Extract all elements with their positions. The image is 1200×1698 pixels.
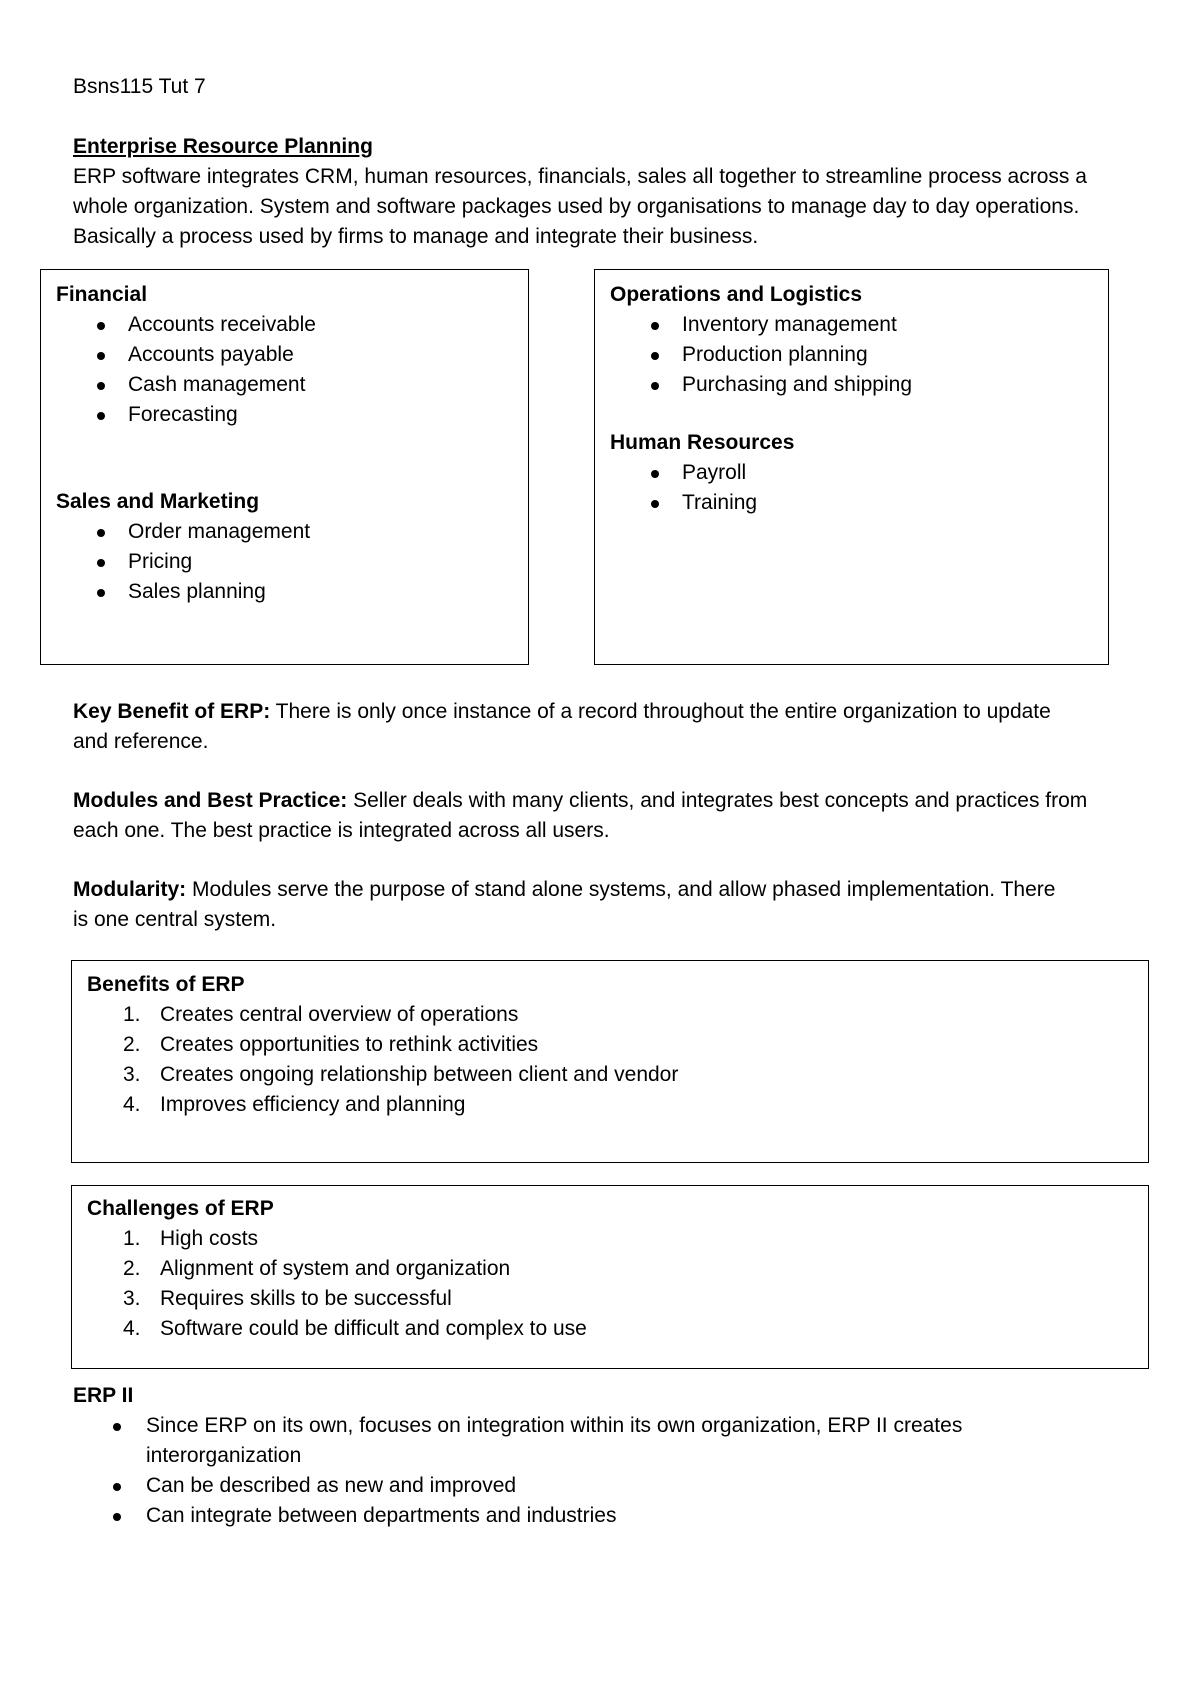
left-modules-box: [40, 269, 529, 665]
modules-label: Modules and Best Practice:: [73, 789, 348, 812]
modularity-text: Modules serve the purpose of stand alone systems, and allow phased implementation. There: [186, 878, 1056, 901]
list-number: 3.: [123, 1063, 141, 1086]
intro-line: ERP software integrates CRM, human resources, financials, sales all together to streamline process across a: [73, 165, 1087, 188]
key-benefit-paragraph: [73, 697, 1153, 757]
intro-line: Basically a process used by firms to manage and integrate their business.: [73, 225, 759, 248]
challenges-list: [87, 1224, 1127, 1344]
course-title: Bsns115 Tut 7: [73, 75, 206, 98]
list-text: Requires skills to be successful: [160, 1287, 452, 1310]
modularity-label: Modularity:: [73, 878, 187, 901]
challenges-box: [71, 1185, 1149, 1369]
financial-list: [56, 310, 516, 430]
list-text: High costs: [160, 1227, 259, 1250]
list-number: 3.: [123, 1287, 141, 1310]
benefits-box: [71, 960, 1149, 1163]
list-text: Creates ongoing relationship between client and vendor: [160, 1063, 679, 1086]
list-item: Cash management: [56, 370, 516, 400]
erp2-item-line: interorganization: [146, 1444, 302, 1467]
list-text: Improves efficiency and planning: [160, 1093, 466, 1116]
list-item: Can be described as new and improved: [73, 1471, 1153, 1501]
sales-title: Sales and Marketing: [56, 490, 260, 513]
list-number: 4.: [123, 1317, 141, 1340]
sales-list: [56, 517, 516, 607]
list-item: Training: [610, 488, 1090, 518]
hr-list: [610, 458, 1090, 518]
financial-title: Financial: [56, 283, 148, 306]
erp-heading: Enterprise Resource Planning: [73, 135, 373, 158]
list-item: Inventory management: [610, 310, 1090, 340]
list-item: [73, 1411, 1153, 1471]
list-number: 1.: [123, 1003, 141, 1026]
right-modules-box: [594, 269, 1109, 665]
list-text: Creates opportunities to rethink activities: [160, 1033, 539, 1056]
list-item: Pricing: [56, 547, 516, 577]
list-text: Creates central overview of operations: [160, 1003, 519, 1026]
list-item: Forecasting: [56, 400, 516, 430]
list-item: Accounts receivable: [56, 310, 516, 340]
erp2-section: [73, 1381, 1153, 1531]
key-benefit-text-cont: and reference.: [73, 730, 209, 753]
modules-paragraph: [73, 786, 1153, 846]
list-number: 2.: [123, 1257, 141, 1280]
modules-text-cont: each one. The best practice is integrated across all users.: [73, 819, 610, 842]
operations-list: [610, 310, 1090, 400]
modularity-paragraph: [73, 875, 1153, 935]
list-item: [87, 1090, 1127, 1120]
erp2-title: ERP II: [73, 1384, 134, 1407]
key-benefit-text: There is only once instance of a record throughout the entire organization to update: [270, 700, 1051, 723]
list-item: [87, 1030, 1127, 1060]
erp2-list: [73, 1411, 1153, 1531]
benefits-title: Benefits of ERP: [87, 973, 245, 996]
list-number: 4.: [123, 1093, 141, 1116]
benefits-list: [87, 1000, 1127, 1120]
list-item: Sales planning: [56, 577, 516, 607]
list-item: [87, 1000, 1127, 1030]
list-item: Purchasing and shipping: [610, 370, 1090, 400]
list-item: [87, 1060, 1127, 1090]
erp2-item-line: Since ERP on its own, focuses on integration within its own organization, ERP II creates: [146, 1414, 963, 1437]
list-item: [87, 1254, 1127, 1284]
modules-text: Seller deals with many clients, and integrates best concepts and practices from: [347, 789, 1088, 812]
list-item: [87, 1284, 1127, 1314]
list-item: Payroll: [610, 458, 1090, 488]
intro-paragraph: [73, 162, 1153, 252]
list-number: 2.: [123, 1033, 141, 1056]
list-text: Software could be difficult and complex to use: [160, 1317, 587, 1340]
list-item: [87, 1224, 1127, 1254]
list-number: 1.: [123, 1227, 141, 1250]
intro-line: whole organization. System and software packages used by organisations to manage day to day operations.: [73, 195, 1080, 218]
list-item: Accounts payable: [56, 340, 516, 370]
list-item: Production planning: [610, 340, 1090, 370]
list-item: Can integrate between departments and industries: [73, 1501, 1153, 1531]
operations-title: Operations and Logistics: [610, 283, 863, 306]
key-benefit-label: Key Benefit of ERP:: [73, 700, 271, 723]
list-item: [87, 1314, 1127, 1344]
challenges-title: Challenges of ERP: [87, 1197, 274, 1220]
modularity-text-cont: is one central system.: [73, 908, 277, 931]
hr-title: Human Resources: [610, 431, 795, 454]
list-item: Order management: [56, 517, 516, 547]
list-text: Alignment of system and organization: [160, 1257, 511, 1280]
